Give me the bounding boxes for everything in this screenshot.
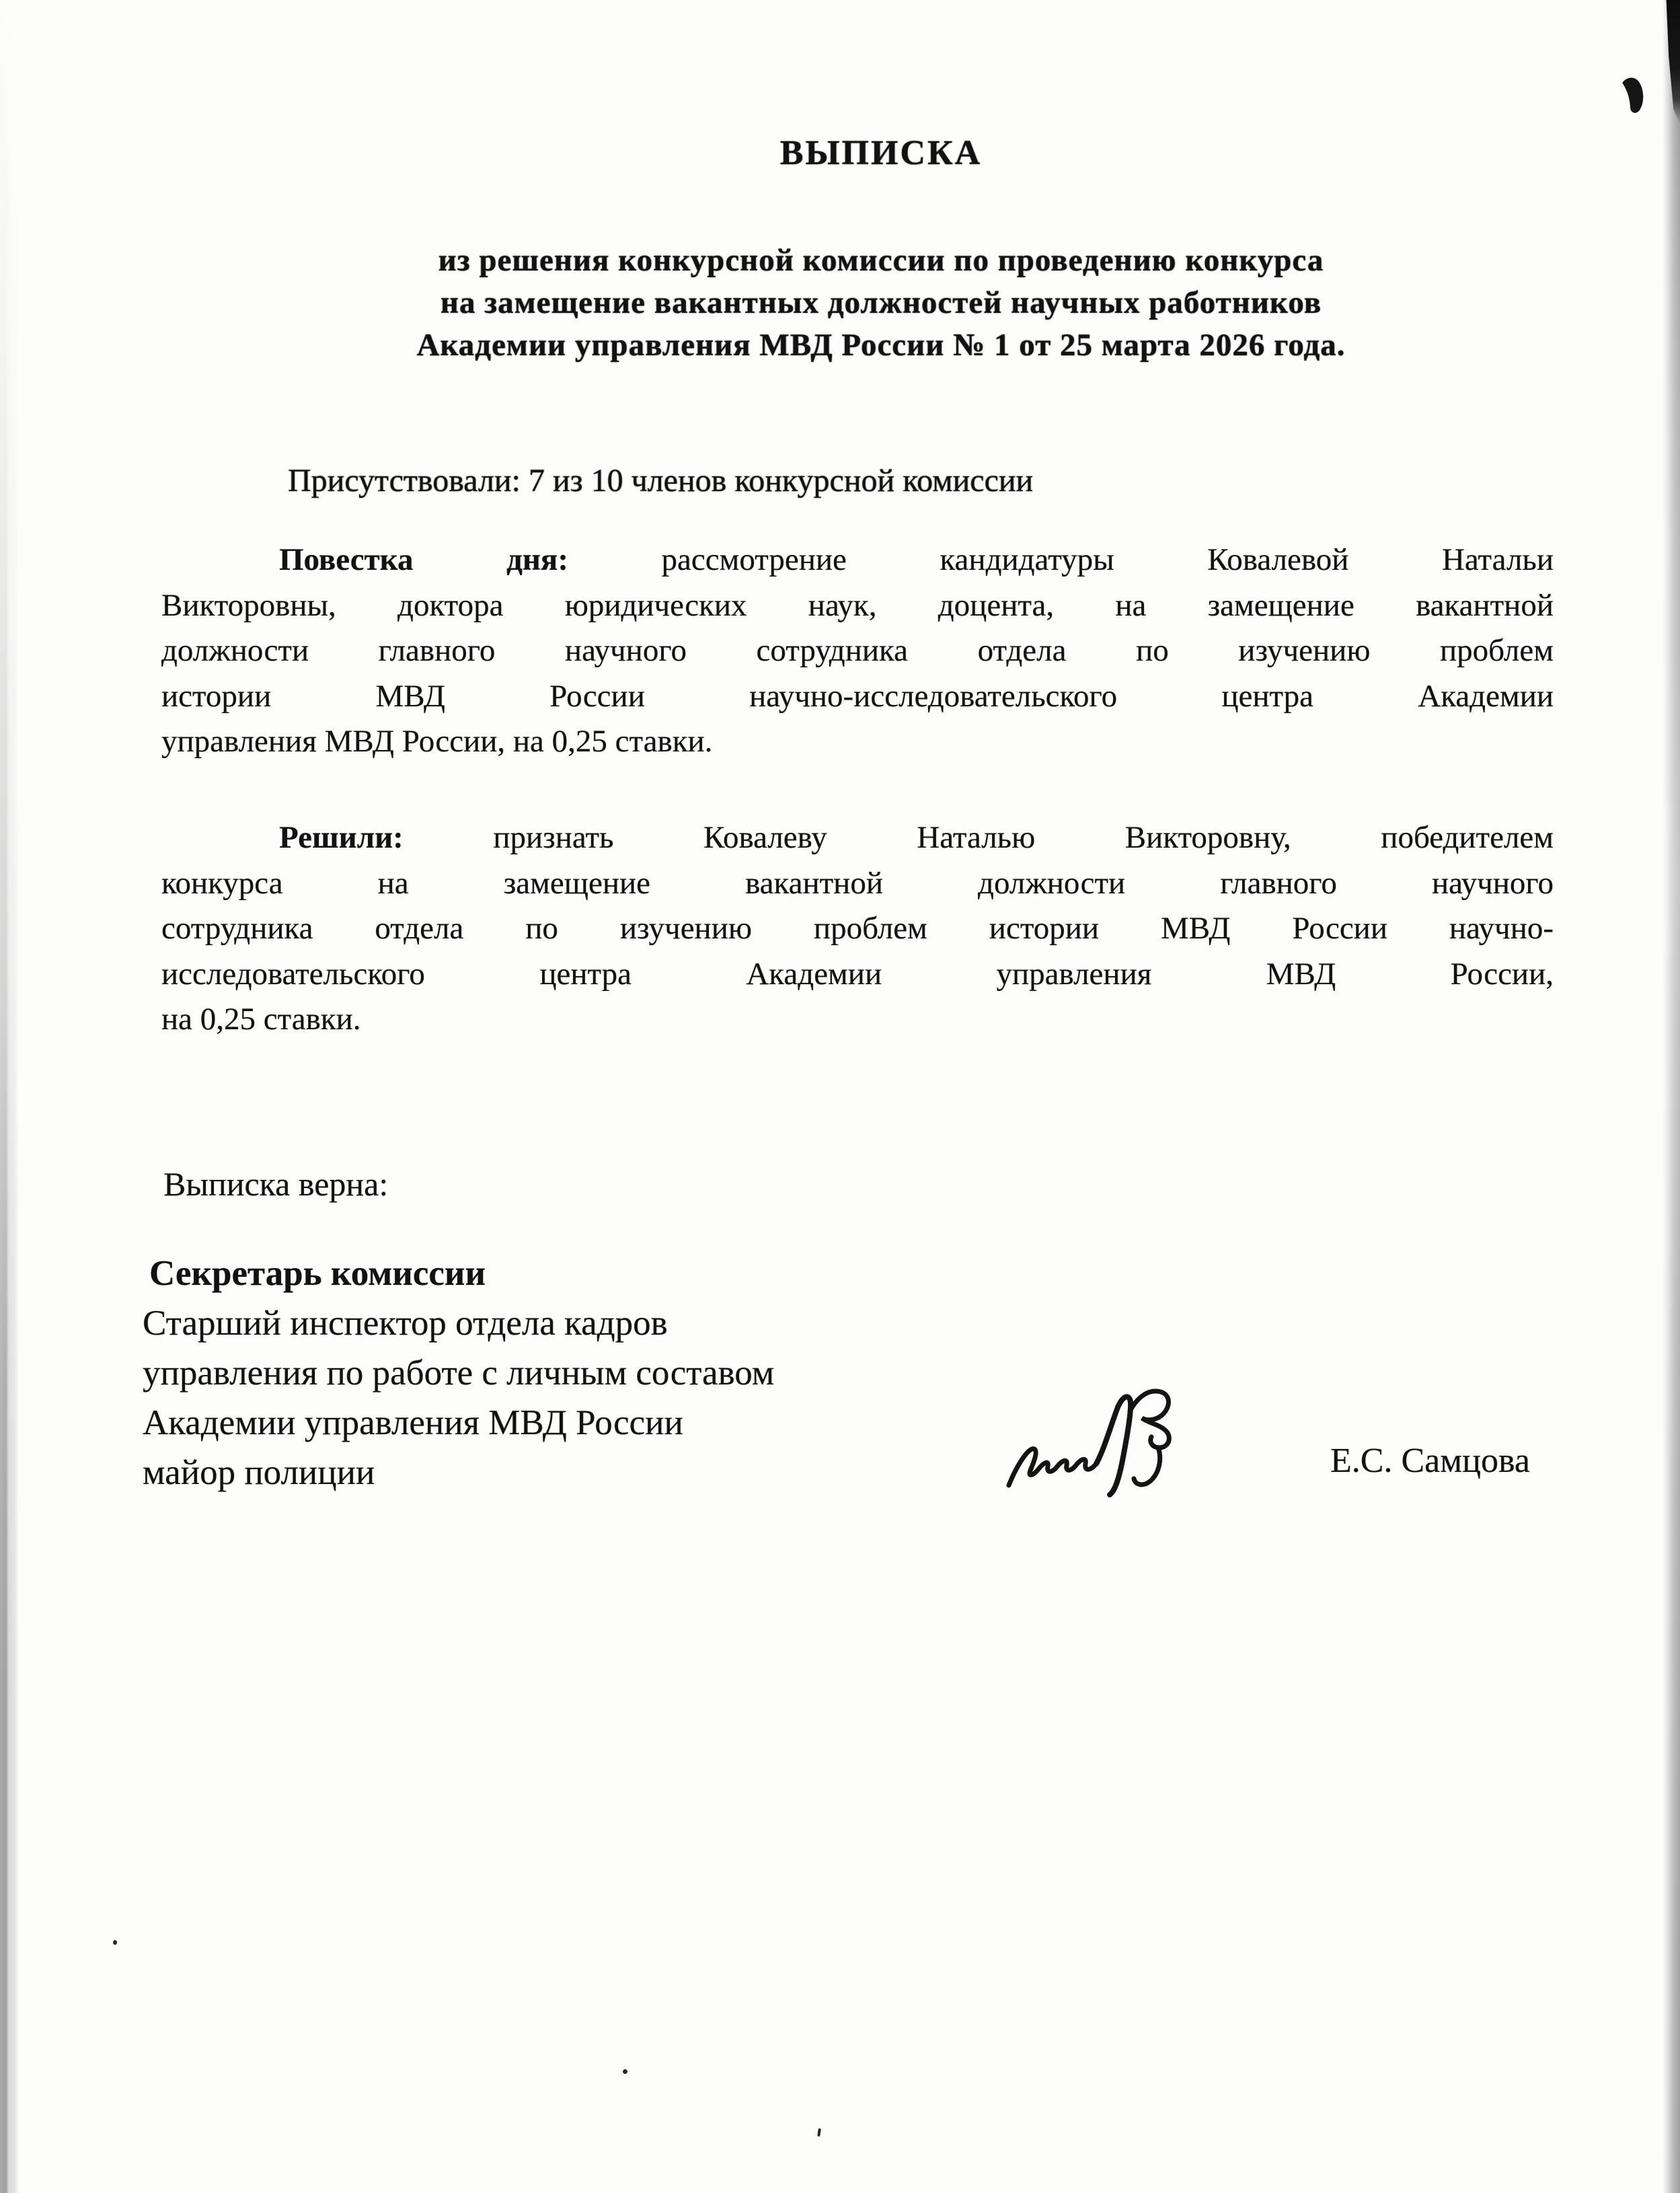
scan-edge-right	[1663, 0, 1680, 2193]
attendance-line: Присутствовали: 7 из 10 членов конкурсной комиссии	[288, 463, 1034, 498]
pen-mark	[1613, 73, 1650, 119]
resolution-line: конкурса на замещение вакантной должности главного научного	[161, 865, 1554, 901]
scan-speck	[817, 2128, 821, 2136]
handwritten-signature	[1003, 1384, 1219, 1506]
subtitle-line: на замещение вакантных должностей научных работников	[440, 285, 1322, 320]
subtitle-line: Академии управления МВД России № 1 от 25 марта 2026 года.	[416, 328, 1346, 363]
agenda-line: управления МВД России, на 0,25 ставки.	[161, 724, 713, 759]
agenda-line	[161, 537, 1554, 583]
resolution-line: исследовательского центра Академии управления МВД России,	[161, 956, 1554, 992]
agenda-lead-label: Повестка дня:	[279, 542, 568, 577]
resolution-paragraph	[161, 815, 1554, 1043]
subtitle-line: из решения конкурсной комиссии по проведению конкурса	[438, 243, 1324, 278]
document-title: ВЫПИСКА	[779, 134, 983, 172]
resolution-line-text: признать Ковалеву Наталью Викторовну, победителем	[493, 820, 1554, 855]
resolution-line: на 0,25 ставки.	[161, 1002, 361, 1037]
document-subtitle	[161, 239, 1601, 367]
agenda-paragraph	[161, 537, 1554, 765]
signer-role: Секретарь комиссии	[149, 1254, 486, 1293]
agenda-line: Викторовны, доктора юридических наук, доцента, на замещение вакантной	[161, 587, 1554, 623]
resolution-line: сотрудника отдела по изучению проблем истории МВД России научно-	[161, 911, 1554, 946]
scan-speck	[113, 1940, 117, 1945]
signer-detail-line: майор полиции	[143, 1453, 375, 1492]
agenda-line: истории МВД России научно-исследовательского центра Академии	[161, 678, 1554, 714]
signer-detail-line: Старший инспектор отдела кадров	[143, 1304, 668, 1343]
resolution-lead-label: Решили:	[279, 820, 404, 855]
agenda-line: должности главного научного сотрудника отдела по изучению проблем	[161, 633, 1554, 668]
scan-speck	[623, 2069, 627, 2074]
resolution-line	[161, 815, 1554, 861]
signer-detail-line: Академии управления МВД России	[143, 1403, 683, 1442]
signer-name: Е.С. Самцова	[1330, 1442, 1530, 1480]
signer-detail-line: управления по работе с личным составом	[143, 1353, 775, 1392]
certification-line: Выписка верна:	[163, 1165, 389, 1203]
scan-edge-left	[0, 0, 19, 2193]
signature-block	[143, 1249, 1084, 1497]
agenda-line-text: рассмотрение кандидатуры Ковалевой Натальи	[661, 542, 1554, 577]
